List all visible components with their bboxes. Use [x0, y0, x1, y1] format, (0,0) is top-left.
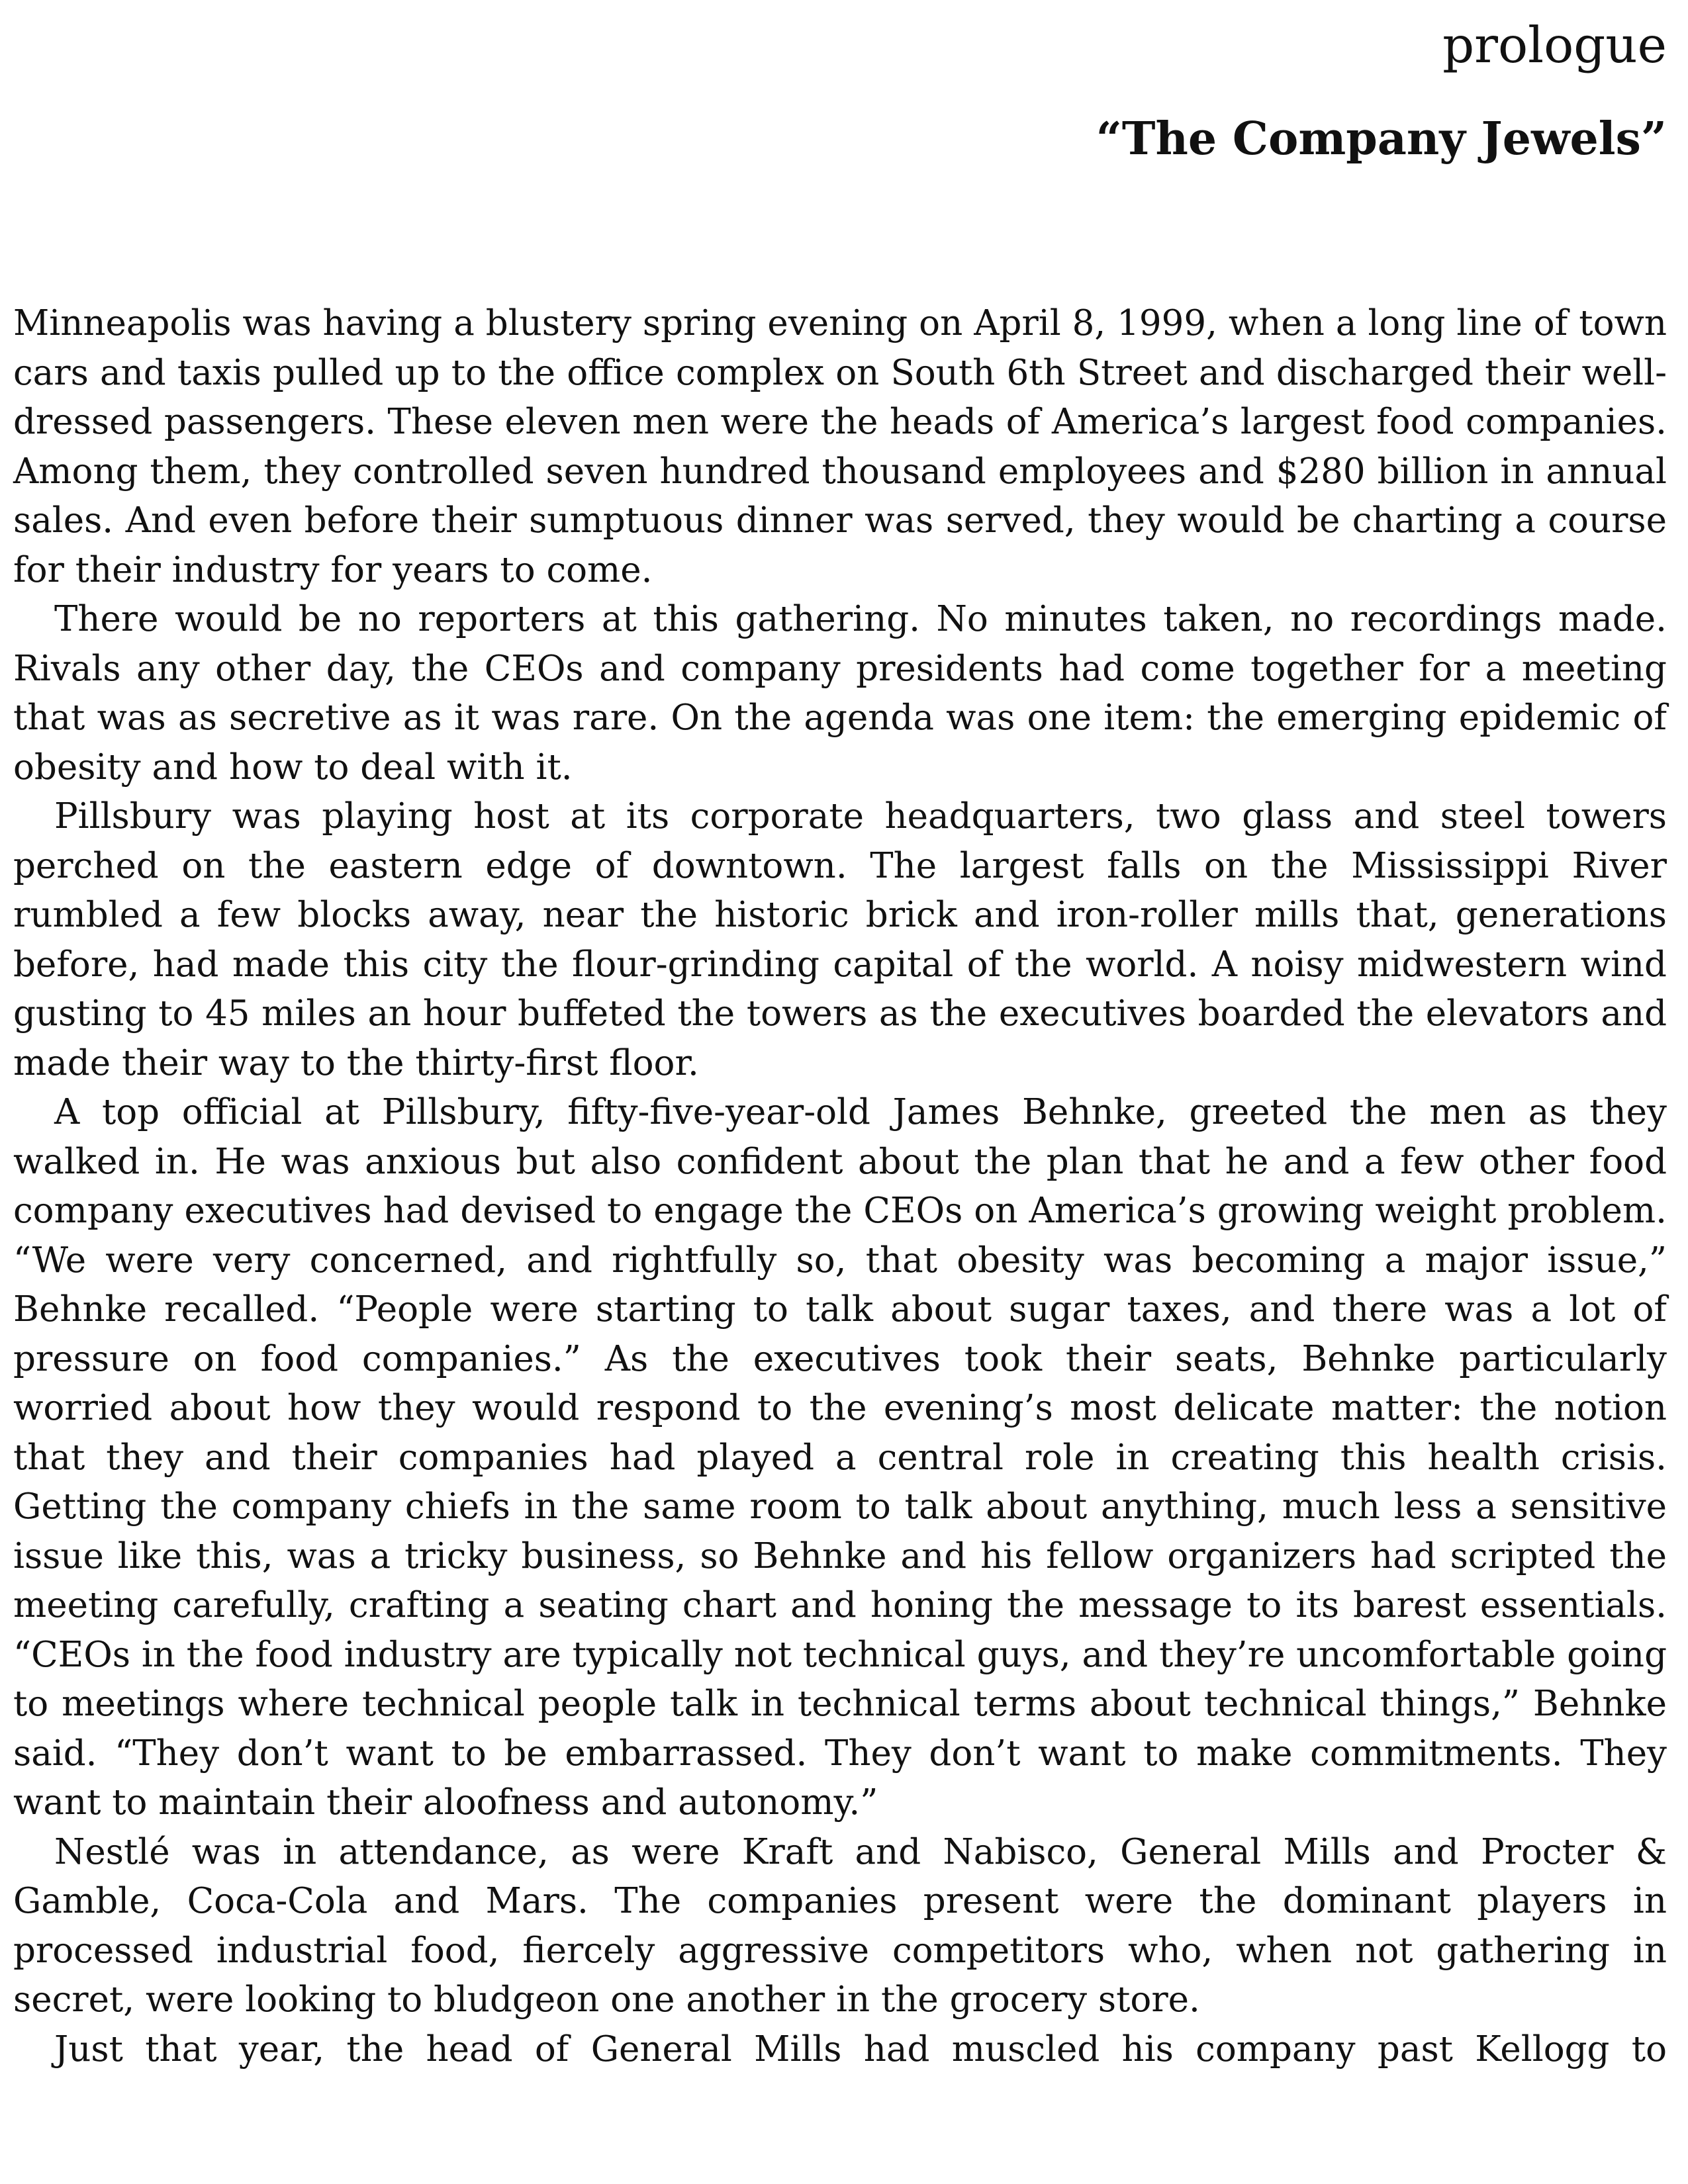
paragraph-3: Pillsbury was playing host at its corporate headquarters, two glass and steel towers perched on the eastern edge of downtown. The largest falls on the Mississippi River rumbled a few blocks away, near the historic brick and iron-roller mills that, generations before, had made this city the flour-grinding capital of the world. A noisy midwestern wind gusting to 45 miles an hour buffeted the towers as the executives boarded the elevators and made their way to the thirty-first floor.	[13, 796, 1667, 1083]
book-page	[13, 0, 1667, 2184]
paragraph-2: There would be no reporters at this gathering. No minutes taken, no recordings made. Rivals any other day, the CEOs and company presidents had come together for a meeting that was as secretive as it was rare. On the agenda was one item: the emerging epidemic of obesity and how to deal with it.	[13, 599, 1667, 788]
chapter-title: “The Company Jewels”	[1096, 113, 1667, 165]
chapter-body	[13, 299, 1667, 2074]
chapter-label: prologue	[1442, 16, 1667, 74]
paragraph-4: A top official at Pillsbury, fifty-five-year-old James Behnke, greeted the men as they walked in. He was anxious but also confident about the plan that he and a few other food company executives had devised to engage the CEOs on America’s growing weight problem. “We were very concerned, and rightfully so, that obesity was becoming a major issue,” Behnke recalled. “People were starting to talk about sugar taxes, and there was a lot of pressure on food companies.” As the executives took their seats, Behnke particularly worried about how they would respond to the evening’s most delicate matter: the notion that they and their companies had played a central role in creating this health crisis. Getting the company chiefs in the same room to talk about anything, much less a sensitive issue like this, was a tricky business, so Behnke and his fellow organizers had scripted the meeting carefully, crafting a seating chart and honing the message to its barest essentials. “CEOs in the food industry are typically not technical guys, and they’re uncomfortable going to meetings where technical people talk in technical terms about technical things,” Behnke said. “They don’t want to be embarrassed. They don’t want to make commitments. They want to maintain their aloofness and autonomy.”	[13, 1092, 1667, 1823]
paragraph-6: Just that year, the head of General Mills had muscled his company past Kellogg to	[54, 2028, 1667, 2070]
paragraph-5: Nestlé was in attendance, as were Kraft and Nabisco, General Mills and Procter & Gamble, Coca-Cola and Mars. The companies present were the dominant players in processed industrial food, fiercely aggressive competitors who, when not gathering in secret, were looking to bludgeon one another in the grocery store.	[13, 1831, 1667, 2020]
paragraph-1: Minneapolis was having a blustery spring evening on April 8, 1999, when a long line of town cars and taxis pulled up to the office complex on South 6th Street and discharged their well-dressed passengers. These eleven men were the heads of America’s largest food companies. Among them, they controlled seven hundred thousand employees and $280 billion in annual sales. And even before their sumptuous dinner was served, they would be charting a course for their industry for years to come.	[13, 303, 1667, 590]
